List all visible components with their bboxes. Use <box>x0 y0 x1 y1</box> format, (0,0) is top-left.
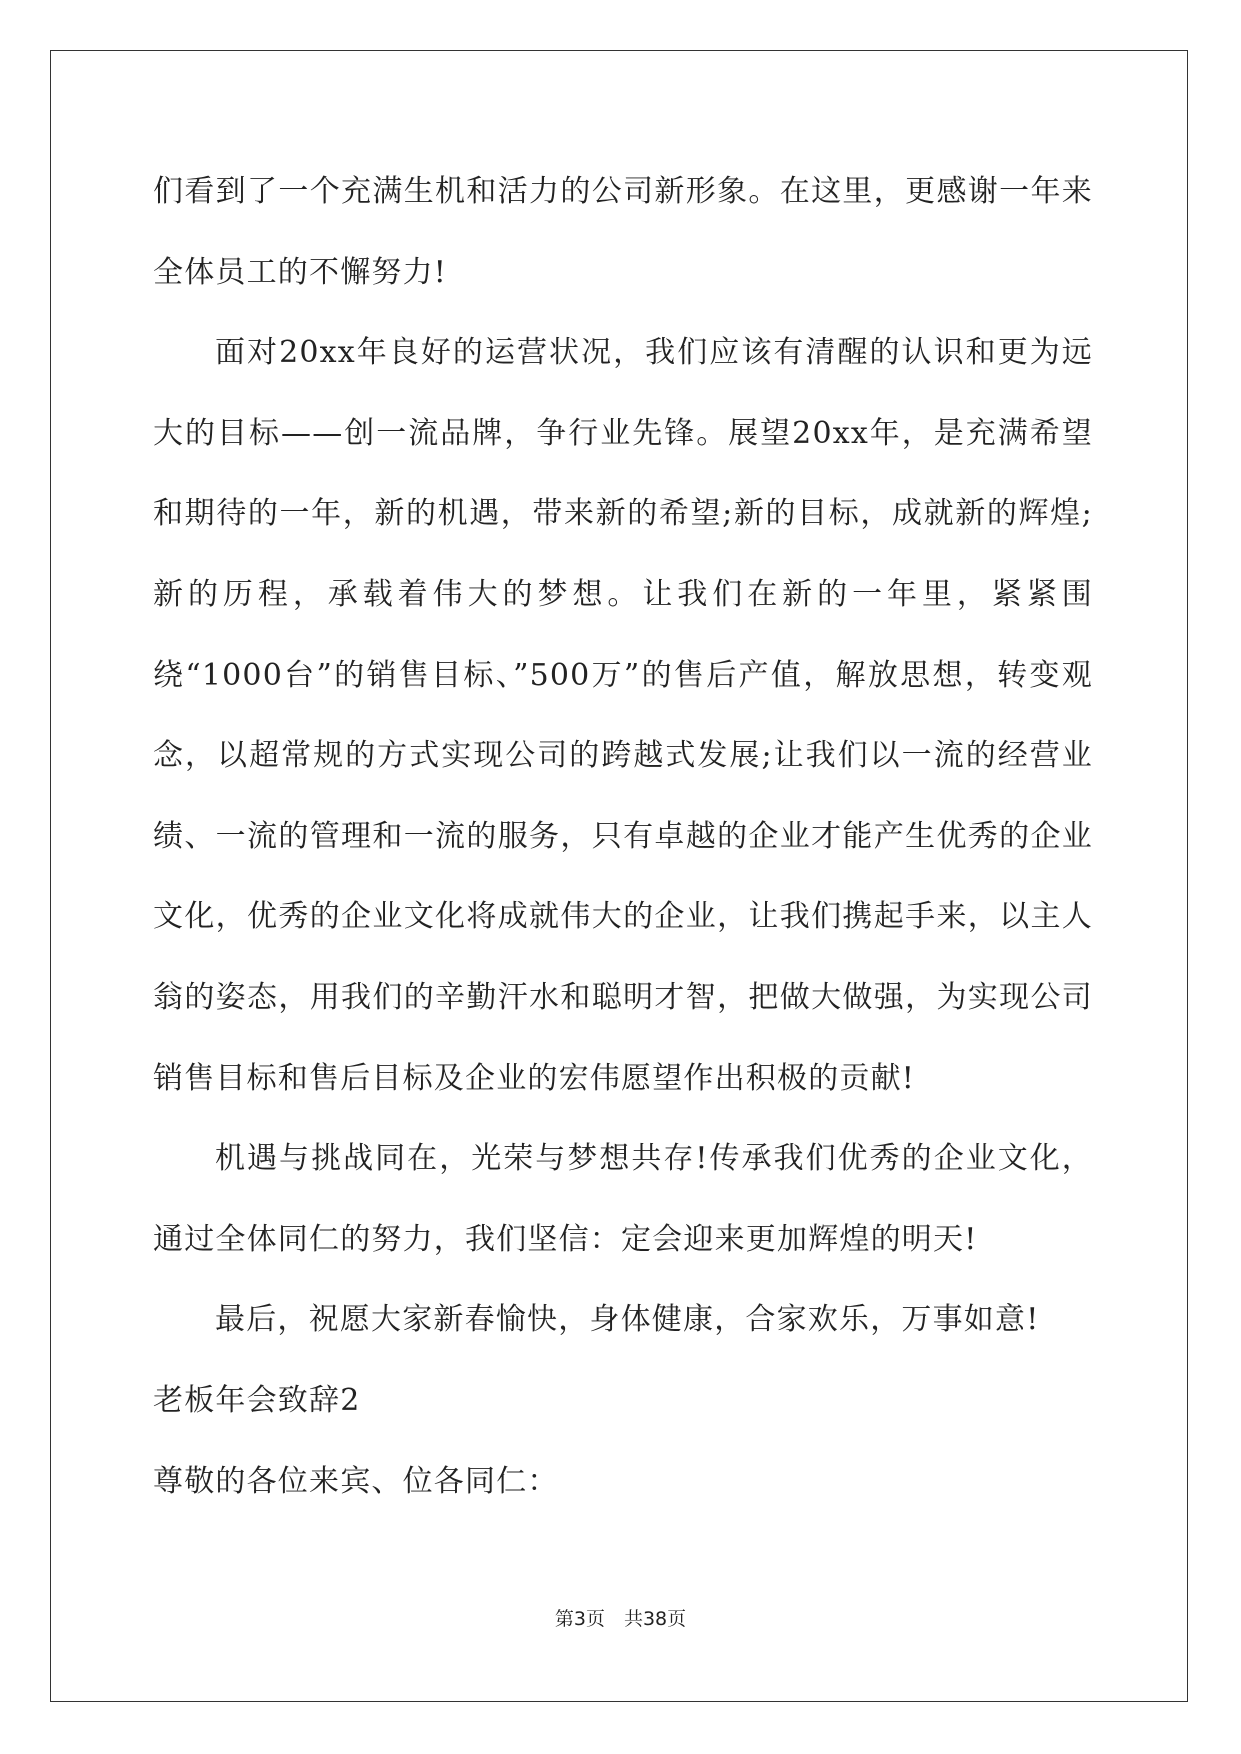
paragraph-continuation: 们看到了一个充满生机和活力的公司新形象。在这里，更感谢一年来全体员工的不懈努力! <box>153 174 1093 290</box>
paragraph-opportunity: 机遇与挑战同在，光荣与梦想共存!传承我们优秀的企业文化，通过全体同仁的努力，我们坚信：定会迎来更加辉煌的明天! <box>153 1141 1093 1257</box>
page-number-footer: 第3页 共38页 <box>554 1608 687 1630</box>
paragraph-closing-wish: 最后，祝愿大家新春愉快，身体健康，合家欢乐，万事如意! <box>215 1302 1040 1338</box>
document-body <box>153 152 1093 1522</box>
paragraph-outlook: 面对20xx年良好的运营状况，我们应该有清醒的认识和更为远大的目标——创一流品牌，争行业先锋。展望20xx年，是充满希望和期待的一年，新的机遇，带来新的希望;新的目标，成就新的辉煌;新的历程，承载着伟大的梦想。让我们在新的一年里，紧紧围绕“1000台”的销售目标、”500万”的售后产值，解放思想，转变观念，以超常规的方式实现公司的跨越式发展;让我们以一流的经营业绩、一流的管理和一流的服务，只有卓越的企业才能产生优秀的企业文化，优秀的企业文化将成就伟大的企业，让我们携起手来，以主人翁的姿态，用我们的辛勤汗水和聪明才智，把做大做强，为实现公司销售目标和售后目标及企业的宏伟愿望作出积极的贡献! <box>153 335 1093 1096</box>
salutation: 尊敬的各位来宾、位各同仁： <box>153 1463 559 1499</box>
section-title: 老板年会致辞2 <box>153 1382 361 1418</box>
